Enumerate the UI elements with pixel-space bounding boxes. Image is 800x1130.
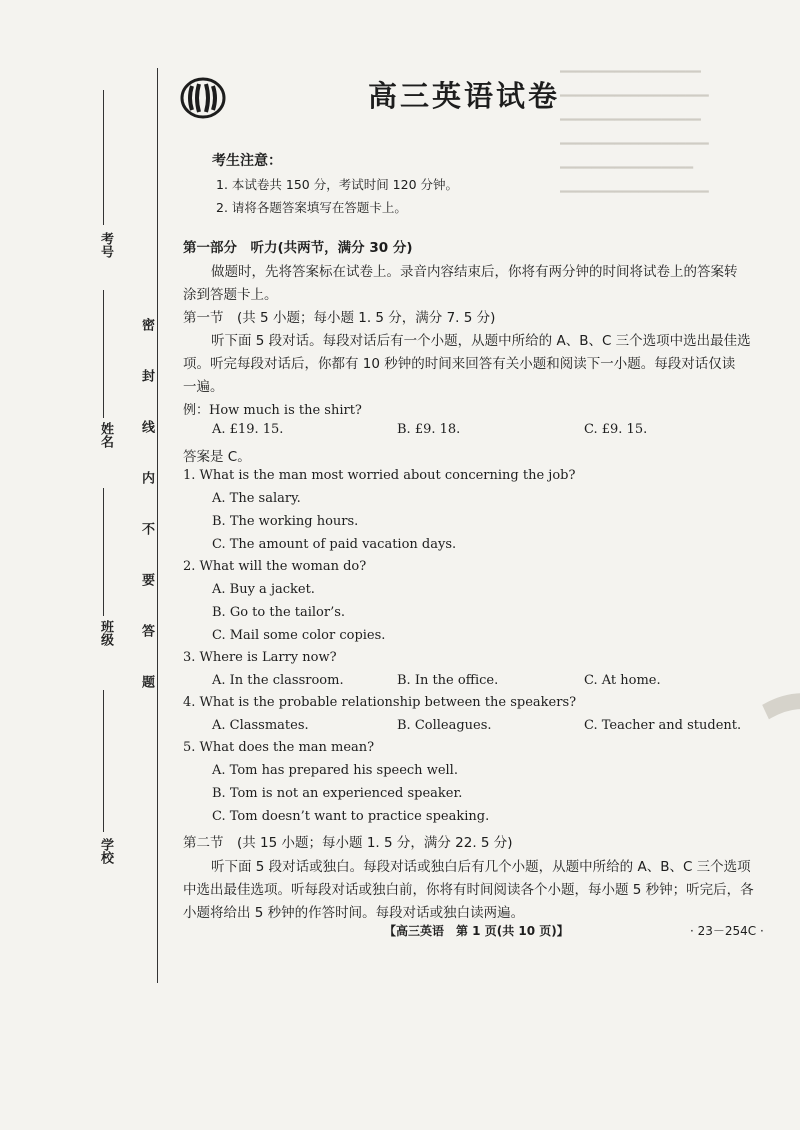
question-stem: 3. Where is Larry now?	[183, 650, 337, 665]
answer-option: A. The salary.	[212, 491, 301, 506]
part1-instruction: 做题时，先将答案标在试卷上。录音内容结束后，你将有两分钟的时间将试卷上的答案转	[211, 264, 738, 280]
notice-item: 2. 请将各题答案填写在答题卡上。	[216, 200, 407, 215]
example-answer: 答案是 C。	[183, 449, 251, 465]
binding-line	[157, 68, 158, 983]
section2-instruction: 小题将给出 5 秒钟的作答时间。每段对话或独白读两遍。	[183, 905, 525, 921]
section1-heading: 第一节 (共 5 小题；每小题 1. 5 分，满分 7. 5 分)	[183, 310, 496, 326]
answer-option: B. Tom is not an experienced speaker.	[212, 786, 463, 801]
section1-instruction: 听下面 5 段对话。每段对话后有一个小题，从题中所给的 A、B、C 三个选项中选出最佳选	[211, 333, 751, 349]
publisher-logo-icon	[180, 76, 226, 120]
answer-option: B. In the office.	[397, 673, 499, 688]
answer-option: C. At home.	[584, 673, 661, 688]
answer-option: A. Tom has prepared his speech well.	[212, 763, 458, 778]
bleed-through-arc	[666, 668, 800, 945]
class-underline	[103, 488, 104, 616]
question-stem: 1. What is the man most worried about concerning the job?	[183, 468, 576, 483]
answer-option: A. In the classroom.	[212, 673, 344, 688]
school-underline	[103, 690, 104, 832]
answer-option: C. Teacher and student.	[584, 718, 742, 733]
bleed-through-texture: ━━━━━━━━━━━━━━━━━━ ━━━━━━━━━━━━━━━━━━━ ━━━━━━━━━━━━━━━━━━ ━━━━━━━━━━━━━━━━━━━ ━━━━━━━━━━━━━━━━━ ━━━━━━━━━━━━━━━━━━━	[560, 64, 709, 199]
example-option: A. £19. 15.	[212, 422, 284, 437]
exam-code: · 23－254C ·	[690, 924, 764, 938]
name-underline	[103, 290, 104, 418]
class-label: 班级	[98, 620, 113, 646]
notice-item: 1. 本试卷共 150 分，考试时间 120 分钟。	[216, 177, 459, 192]
section2-heading: 第二节 (共 15 小题；每小题 1. 5 分，满分 22. 5 分)	[183, 835, 513, 851]
section1-instruction: 一遍。	[183, 379, 224, 395]
exam-number-label: 考号	[98, 232, 113, 258]
part1-instruction: 涂到答题卡上。	[183, 287, 278, 303]
seal-line-notice: 密封线内不要答题	[139, 318, 154, 726]
notice-heading: 考生注意：	[212, 153, 282, 169]
answer-option: A. Buy a jacket.	[212, 582, 315, 597]
question-stem: 5. What does the man mean?	[183, 740, 375, 755]
section1-instruction: 项。听完每段对话后，你都有 10 秒钟的时间来回答有关小题和阅读下一小题。每段对话仅读	[183, 356, 736, 372]
page-number-label: 【高三英语 第 1 页(共 10 页)】	[384, 924, 569, 938]
section2-instruction: 中选出最佳选项。听每段对话或独白前，你将有时间阅读各个小题，每小题 5 秒钟；听完后，各	[183, 882, 754, 898]
example-option: C. £9. 15.	[584, 422, 648, 437]
example-option: B. £9. 18.	[397, 422, 461, 437]
answer-option: B. The working hours.	[212, 514, 359, 529]
answer-option: C. Mail some color copies.	[212, 628, 386, 643]
answer-option: C. Tom doesn’t want to practice speaking.	[212, 809, 490, 824]
answer-option: B. Go to the tailor’s.	[212, 605, 346, 620]
section2-instruction: 听下面 5 段对话或独白。每段对话或独白后有几个小题，从题中所给的 A、B、C 三个选项	[211, 859, 751, 875]
answer-option: B. Colleagues.	[397, 718, 492, 733]
name-label: 姓名	[98, 422, 113, 448]
question-stem: 2. What will the woman do?	[183, 559, 367, 574]
example-question: 例：How much is the shirt?	[183, 403, 362, 418]
answer-option: A. Classmates.	[212, 718, 309, 733]
exam-number-underline	[103, 90, 104, 225]
part1-heading: 第一部分 听力(共两节，满分 30 分)	[183, 240, 413, 256]
answer-option: C. The amount of paid vacation days.	[212, 537, 457, 552]
question-stem: 4. What is the probable relationship between the speakers?	[183, 695, 577, 710]
school-label: 学校	[98, 838, 113, 864]
exam-title: 高三英语试卷	[368, 79, 561, 113]
